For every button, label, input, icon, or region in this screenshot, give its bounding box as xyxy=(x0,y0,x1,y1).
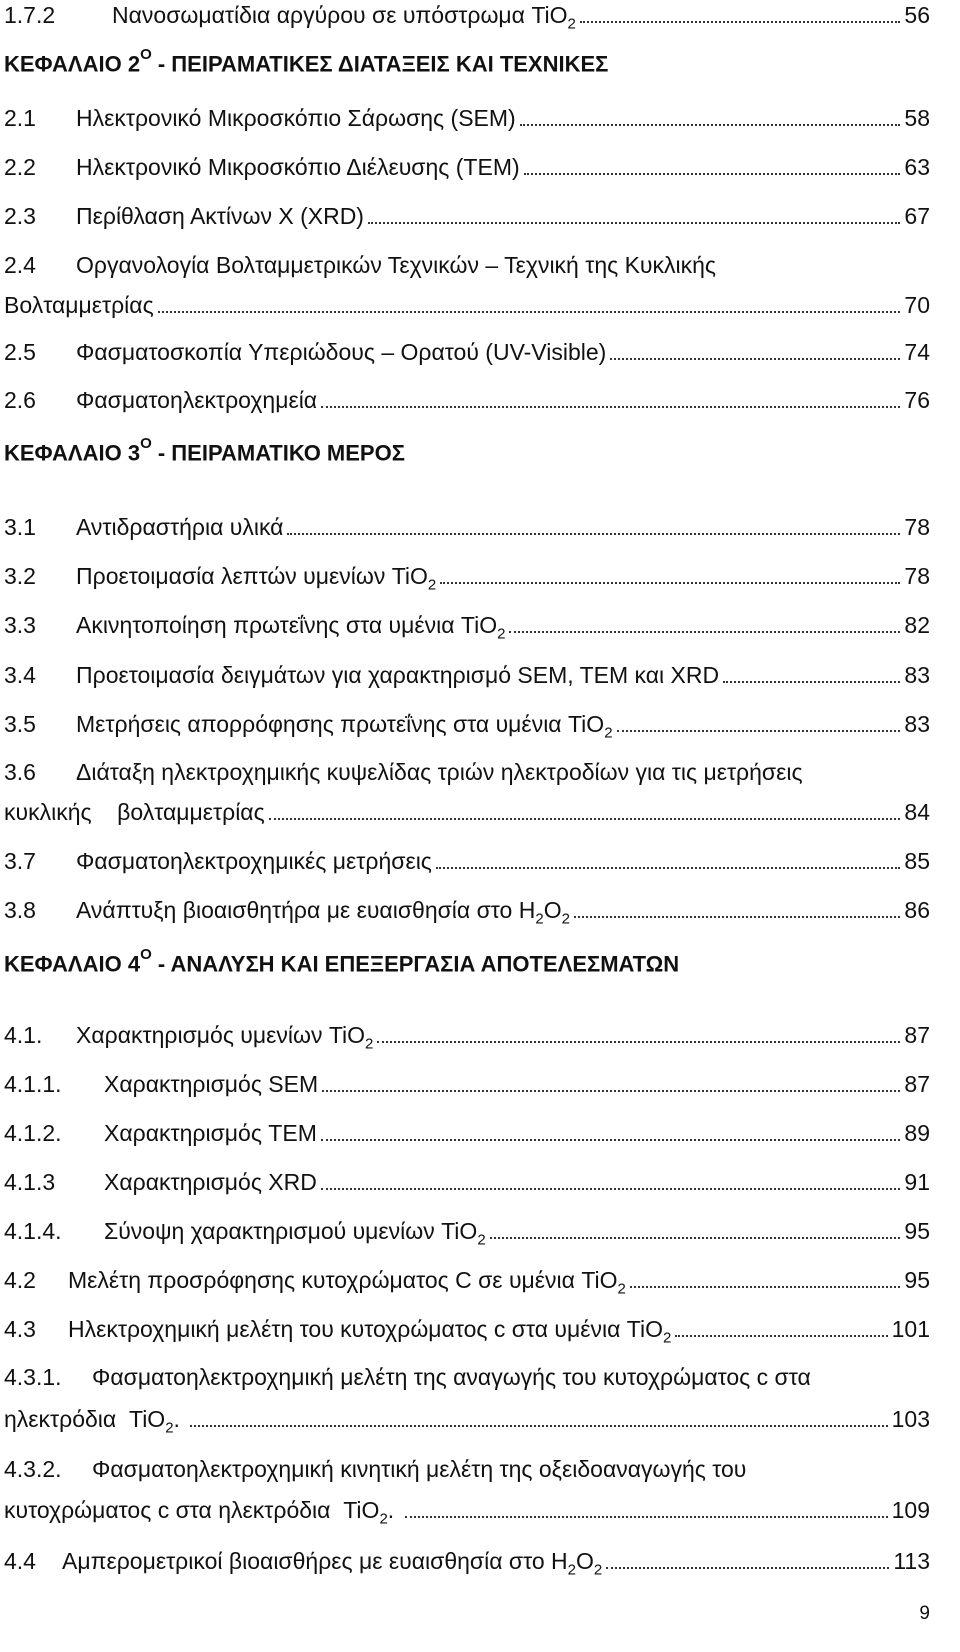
page-number: 9 xyxy=(919,1603,930,1624)
entry-number: 2.1 xyxy=(4,105,36,131)
toc-entry xyxy=(4,337,930,367)
entry-title: Χαρακτηρισμός XRD xyxy=(104,1169,317,1195)
entry-page: 87 xyxy=(904,1022,930,1048)
toc-entry xyxy=(4,103,930,133)
dot-leader xyxy=(723,681,900,683)
dot-leader xyxy=(524,173,901,175)
entry-title: Οργανολογία Βολταμμετρικών Τεχνικών – Τεχνική της Κυκλικής xyxy=(76,252,716,278)
entry-number: 3.2 xyxy=(4,563,36,589)
entry-title: Σύνοψη χαρακτηρισμού υμενίων TiO$_2$ xyxy=(104,1218,486,1249)
toc-entry-continuation xyxy=(4,1495,930,1528)
toc-entry-continuation xyxy=(4,290,930,320)
entry-title: Χαρακτηρισμός υμενίων TiO$_2$ xyxy=(76,1022,374,1053)
entry-number: 4.2 xyxy=(4,1267,36,1293)
entry-page: 58 xyxy=(904,105,930,131)
entry-number: 2.5 xyxy=(4,339,36,365)
dot-leader xyxy=(610,358,900,360)
entry-page: 113 xyxy=(893,1548,930,1574)
entry-title: Χαρακτηρισμός SEM xyxy=(104,1071,319,1097)
entry-number: 4.1.1. xyxy=(4,1071,62,1097)
entry-title: Ηλεκτρονικό Μικροσκόπιο Σάρωσης (SEM) xyxy=(76,105,516,131)
entry-page: 82 xyxy=(904,612,930,638)
entry-number: 4.1.2. xyxy=(4,1120,62,1146)
toc-entry-first-line xyxy=(4,1454,746,1484)
entry-title-continued: κυτοχρώματος c στα ηλεκτρόδια TiO$_2$. xyxy=(4,1497,401,1528)
toc-entry xyxy=(4,512,930,542)
entry-number: 2.2 xyxy=(4,154,36,180)
entry-number: 4.3.1. xyxy=(4,1364,62,1390)
toc-entry xyxy=(4,846,930,876)
dot-leader xyxy=(321,1188,901,1190)
toc-entry xyxy=(4,201,930,231)
toc-entry xyxy=(4,610,930,643)
entry-number: 3.5 xyxy=(4,711,36,737)
entry-title: Φασματοσκοπία Υπεριώδους – Ορατού (UV-Visible) xyxy=(76,339,607,365)
entry-title: Ηλεκτρονικό Μικροσκόπιο Διέλευσης (TEM) xyxy=(76,154,520,180)
entry-title: Φασματοηλεκτροχημεία xyxy=(76,387,318,413)
toc-entry xyxy=(4,660,930,690)
entry-number: 4.4 xyxy=(4,1548,36,1574)
entry-number: 2.4 xyxy=(4,252,36,278)
entry-title: Προετοιμασία λεπτών υμενίων TiO$_2$ xyxy=(76,563,437,594)
chapter-heading: ΚΕΦΑΛΑΙΟ $4^O$ - ΑΝΑΛΥΣΗ ΚΑΙ ΕΠΕΞΕΡΓΑΣΙΑ ΑΠΟΤΕΛΕΣΜΑΤΩΝ xyxy=(4,946,680,977)
chapter-heading: ΚΕΦΑΛΑΙΟ $2^O$ - ΠΕΙΡΑΜΑΤΙΚΕΣ ΔΙΑΤΑΞΕΙΣ ΚΑΙ ΤΕΧΝΙΚΕΣ xyxy=(4,46,609,77)
entry-number: 3.7 xyxy=(4,848,36,874)
entry-title: Περίθλαση Ακτίνων X (XRD) xyxy=(76,203,364,229)
entry-page: 95 xyxy=(904,1218,930,1244)
toc-entry-continuation xyxy=(4,797,930,827)
dot-leader xyxy=(377,1041,900,1043)
toc-entry xyxy=(4,0,930,33)
dot-leader xyxy=(321,1139,901,1141)
dot-leader xyxy=(606,1567,889,1569)
dot-leader xyxy=(405,1516,888,1518)
entry-title: Αμπερομετρικοί βιοαισθήρες με ευαισθησία στο $H_2O_2$ xyxy=(62,1548,603,1579)
entry-number: 3.4 xyxy=(4,662,36,688)
entry-number: 2.3 xyxy=(4,203,36,229)
toc-entry-first-line xyxy=(4,250,716,280)
entry-title: Διάταξη ηλεκτροχημικής κυψελίδας τριών ηλεκτροδίων για τις μετρήσεις xyxy=(76,759,803,785)
entry-title: Προετοιμασία δειγμάτων για χαρακτηρισμό SEM, TEM και XRD xyxy=(76,662,720,688)
toc-entry xyxy=(4,1020,930,1053)
dot-leader xyxy=(520,124,901,126)
entry-number: 4.1.4. xyxy=(4,1218,62,1244)
toc-entry xyxy=(4,1118,930,1148)
entry-page: 85 xyxy=(904,848,930,874)
toc-entry xyxy=(4,709,930,742)
entry-page: 74 xyxy=(904,339,930,365)
entry-title: Νανοσωματίδια αργύρου σε υπόστρωμα TiO$_2$ xyxy=(112,2,576,33)
entry-number: 4.1.3 xyxy=(4,1169,56,1195)
toc-entry xyxy=(4,1546,930,1579)
entry-title: Φασματοηλεκτροχημικές μετρήσεις xyxy=(76,848,432,874)
entry-page: 56 xyxy=(904,2,930,28)
toc-entry xyxy=(4,1265,930,1298)
entry-number: 3.3 xyxy=(4,612,36,638)
toc-entry-continuation xyxy=(4,1404,930,1437)
entry-title: Ηλεκτροχημική μελέτη του κυτοχρώματος c στα υμένια TiO$_2$ xyxy=(68,1316,672,1347)
toc-entry-first-line xyxy=(4,757,803,787)
entry-page: 84 xyxy=(904,799,930,825)
entry-page: 78 xyxy=(904,514,930,540)
entry-page: 78 xyxy=(904,563,930,589)
entry-page: 109 xyxy=(891,1497,930,1523)
entry-page: 83 xyxy=(904,711,930,737)
dot-leader xyxy=(190,1425,887,1427)
entry-page: 87 xyxy=(904,1071,930,1097)
entry-title: Αντιδραστήρια υλικά xyxy=(76,514,284,540)
entry-number: 4.3.2. xyxy=(4,1456,62,1482)
dot-leader xyxy=(630,1286,901,1288)
toc-entry xyxy=(4,1069,930,1099)
entry-page: 76 xyxy=(904,387,930,413)
toc-entry xyxy=(4,895,930,928)
entry-page: 86 xyxy=(904,897,930,923)
dot-leader xyxy=(158,311,901,313)
entry-title: Φασματοηλεκτροχημική μελέτη της αναγωγής του κυτοχρώματος c στα xyxy=(92,1364,811,1390)
entry-page: 101 xyxy=(891,1316,930,1342)
dot-leader xyxy=(287,533,900,535)
dot-leader xyxy=(269,818,901,820)
dot-leader xyxy=(617,730,901,732)
dot-leader xyxy=(580,21,901,23)
entry-page: 89 xyxy=(904,1120,930,1146)
entry-page: 103 xyxy=(891,1406,930,1432)
entry-page: 83 xyxy=(904,662,930,688)
dot-leader xyxy=(322,1090,900,1092)
toc-entry xyxy=(4,561,930,594)
dot-leader xyxy=(574,916,900,918)
chapter-heading: ΚΕΦΑΛΑΙΟ $3^O$ - ΠΕΙΡΑΜΑΤΙΚΟ ΜΕΡΟΣ xyxy=(4,435,405,466)
entry-title: Ακινητοποίηση πρωτεΐνης στα υμένια TiO$_2$ xyxy=(76,612,506,643)
toc-entry xyxy=(4,1314,930,1347)
entry-page: 63 xyxy=(904,154,930,180)
toc-entry xyxy=(4,385,930,415)
entry-title: Μελέτη προσρόφησης κυτοχρώματος C σε υμένια TiO$_2$ xyxy=(68,1267,626,1298)
entry-title-continued: κυκλικής βολταμμετρίας xyxy=(4,799,265,825)
dot-leader xyxy=(440,582,900,584)
entry-number: 2.6 xyxy=(4,387,36,413)
entry-number: 1.7.2 xyxy=(4,2,56,28)
toc-entry xyxy=(4,1216,930,1249)
entry-title-continued: Βολταμμετρίας xyxy=(4,292,154,318)
toc-entry xyxy=(4,152,930,182)
entry-number: 4.1. xyxy=(4,1022,43,1048)
dot-leader xyxy=(436,867,901,869)
toc-entry-first-line xyxy=(4,1362,811,1392)
entry-title: Ανάπτυξη βιοαισθητήρα με ευαισθησία στο $H_2O_2$ xyxy=(76,897,570,928)
entry-page: 91 xyxy=(904,1169,930,1195)
entry-title: Χαρακτηρισμός TEM xyxy=(104,1120,317,1146)
entry-page: 70 xyxy=(904,292,930,318)
entry-page: 95 xyxy=(904,1267,930,1293)
dot-leader xyxy=(675,1335,887,1337)
toc-entry xyxy=(4,1167,930,1197)
entry-number: 3.1 xyxy=(4,514,36,540)
dot-leader xyxy=(509,631,900,633)
entry-title: Φασματοηλεκτροχημική κινητική μελέτη της οξειδοαναγωγής του xyxy=(92,1456,747,1482)
entry-number: 3.8 xyxy=(4,897,36,923)
dot-leader xyxy=(321,406,900,408)
entry-page: 67 xyxy=(904,203,930,229)
entry-title: Μετρήσεις απορρόφησης πρωτεΐνης στα υμένια TiO$_2$ xyxy=(76,711,613,742)
entry-number: 3.6 xyxy=(4,759,36,785)
entry-number: 4.3 xyxy=(4,1316,36,1342)
dot-leader xyxy=(368,222,900,224)
entry-title-continued: ηλεκτρόδια TiO$_2$. xyxy=(4,1406,187,1437)
dot-leader xyxy=(490,1237,901,1239)
